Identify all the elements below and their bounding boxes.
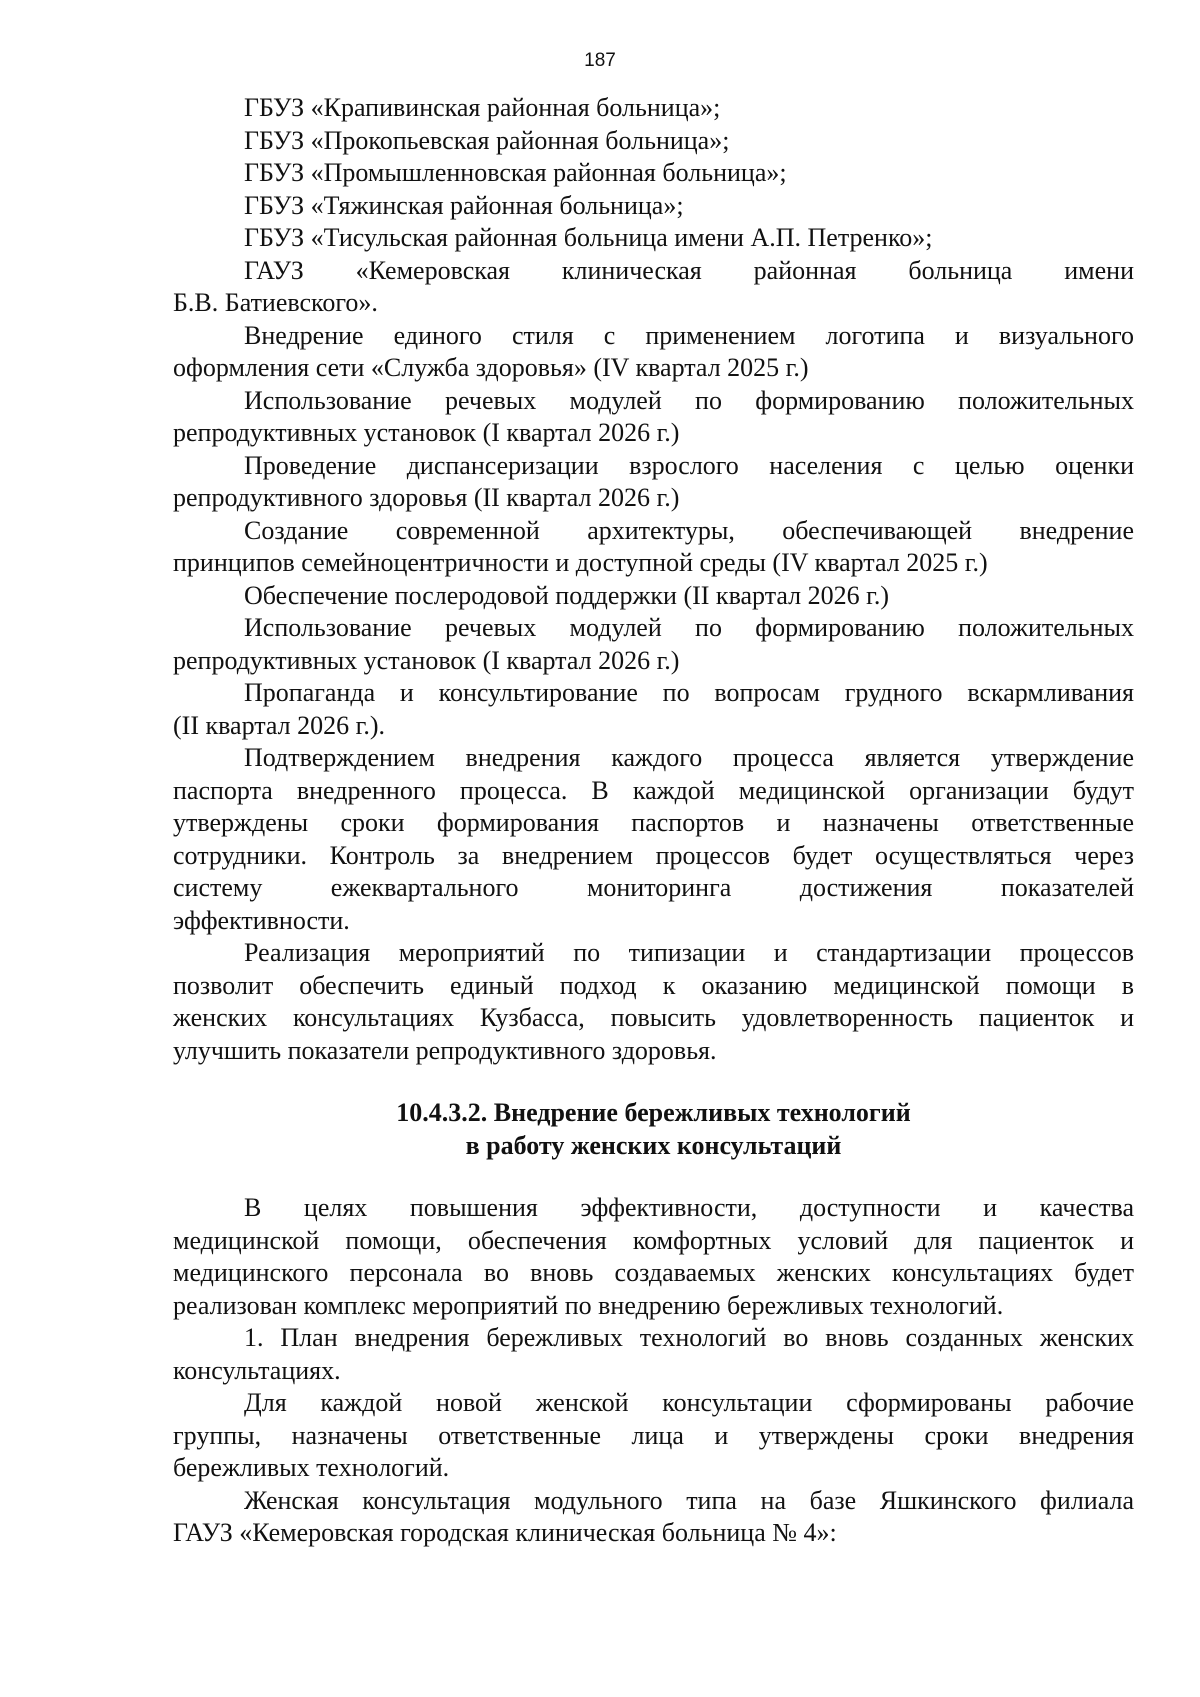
measure-paragraph-continuation: оформления сети «Служба здоровья» (IV квартал 2025 г.) [173,353,809,382]
intro-paragraph-line: медицинского персонала во вновь создаваемых женских консультациях будет [173,1258,1134,1287]
hospital-list-item: ГБУЗ «Тяжинская районная больница»; [244,190,684,220]
breastfeeding-paragraph: Пропаганда и консультирование по вопросам грудного вскармливания [244,678,1134,707]
hospital-list-item: ГБУЗ «Промышленновская районная больница»; [244,158,787,187]
document-body [173,92,1134,1550]
confirmation-paragraph-line: эффективности. [173,905,350,935]
modular-consultation-paragraph: Женская консультация модульного типа на базе Яшкинского филиала [244,1485,1134,1515]
speech-modules-paragraph: Использование речевых модулей по формированию положительных [244,613,1134,642]
hospital-list-item: ГБУЗ «Тисульская районная больница имени А.П. Петренко»; [244,223,933,252]
speech-modules-paragraph-continuation: репродуктивных установок (I квартал 2026 г.) [173,645,680,675]
measure-paragraph-continuation: репродуктивных установок (I квартал 2026 г.) [173,418,680,447]
measure-paragraph: Создание современной архитектуры, обеспечивающей внедрение [244,515,1134,545]
implementation-paragraph-line: позволит обеспечить единый подход к оказанию медицинской помощи в [173,970,1134,1000]
implementation-paragraph-line: улучшить показатели репродуктивного здоровья. [173,1035,717,1065]
hospital-list-item: ГАУЗ «Кемеровская клиническая районная больница имени [244,255,1134,285]
confirmation-paragraph-line: системy ежеквартального мониторинга достижения показателей [173,873,1134,902]
working-groups-paragraph-line: бережливых технологий. [173,1453,450,1482]
hospital-list-item: ГБУЗ «Крапивинская районная больница»; [244,93,721,122]
measure-paragraph: Внедрение единого стиля с применением логотипа и визуального [244,320,1134,350]
measure-paragraph-continuation: принципов семейноцентричности и доступной среды (IV квартал 2025 г.) [173,548,988,577]
plan-item-paragraph: 1. План внедрения бережливых технологий во вновь созданных женских [244,1323,1134,1352]
spacer [173,1067,1134,1097]
section-heading: 10.4.3.2. Внедрение бережливых технологий [396,1098,911,1127]
intro-paragraph-line: реализован комплекс мероприятий по внедрению бережливых технологий. [173,1290,1004,1320]
breastfeeding-paragraph-continuation: (II квартал 2026 г.). [173,710,386,740]
implementation-paragraph-line: Реализация мероприятий по типизации и стандартизации процессов [244,938,1134,967]
page-number: 187 [584,50,616,71]
hospital-list-item: ГБУЗ «Прокопьевская районная больница»; [244,125,730,155]
postpartum-paragraph: Обеспечение послеродовой поддержки (II квартал 2026 г.) [244,580,890,610]
working-groups-paragraph-line: группы, назначены ответственные лица и утверждены сроки внедрения [173,1420,1134,1450]
hospital-list-item-continuation: Б.В. Батиевского». [173,288,378,317]
plan-item-paragraph-continuation: консультациях. [173,1355,341,1385]
section-heading-continuation: в работу женских консультаций [465,1130,842,1160]
measure-paragraph: Проведение диспансеризации взрослого населения с целью оценки [244,450,1134,480]
confirmation-paragraph-line: утверждены сроки формирования паспортов и назначены ответственные [173,808,1134,837]
confirmation-paragraph-line: сотрудники. Контроль за внедрением процессов будет осуществляться через [173,840,1134,870]
confirmation-paragraph-line: паспорта внедренного процесса. В каждой медицинской организации будут [173,775,1134,805]
measure-paragraph: Использование речевых модулей по формированию положительных [244,385,1134,415]
working-groups-paragraph-line: Для каждой новой женской консультации сформированы рабочие [244,1388,1134,1417]
spacer [173,1162,1134,1192]
measure-paragraph-continuation: репродуктивного здоровья (II квартал 2026 г.) [173,483,680,512]
modular-consultation-paragraph-continuation: ГАУЗ «Кемеровская городская клиническая больница № 4»: [173,1518,837,1547]
confirmation-paragraph-line: Подтверждением внедрения каждого процесса является утверждение [244,743,1134,772]
intro-paragraph-line: В целях повышения эффективности, доступности и качества [244,1193,1134,1222]
implementation-paragraph-line: женских консультациях Кузбасса, повысить удовлетворенность пациенток и [173,1003,1134,1032]
intro-paragraph-line: медицинской помощи, обеспечения комфортных условий для пациенток и [173,1225,1134,1255]
